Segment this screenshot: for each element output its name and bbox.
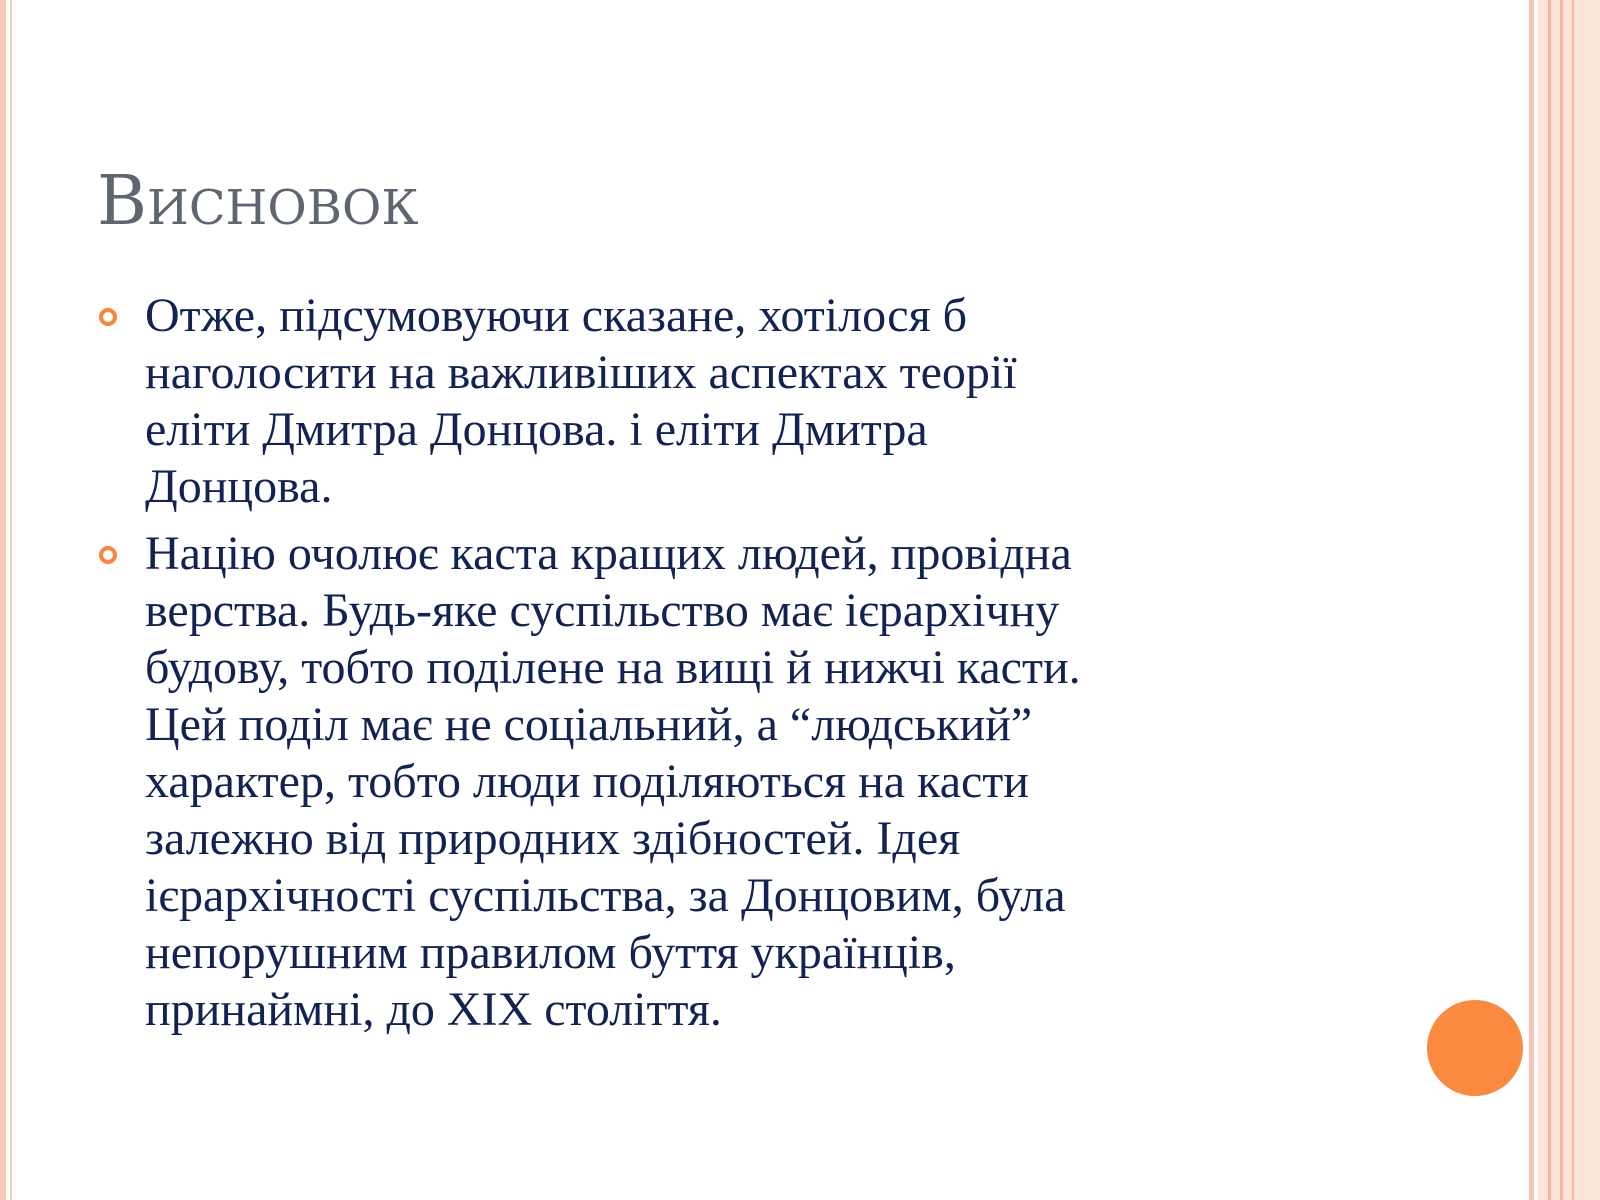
slide-title: Висновок bbox=[97, 162, 419, 241]
ring-bullet-icon bbox=[99, 308, 117, 326]
right-decorative-line bbox=[1529, 0, 1534, 1200]
right-band-line bbox=[1572, 0, 1574, 1200]
right-band-line bbox=[1548, 0, 1551, 1200]
bullet-text: Отже, підсумовуючи сказане, хотілося б наголосити на важливіших аспектах теорії еліти Дмитра Донцова. і еліти Дмитра Донцова. bbox=[145, 289, 1017, 513]
decorative-circle-icon bbox=[1427, 1000, 1523, 1096]
bullet-list bbox=[97, 287, 1337, 1048]
ring-bullet-icon bbox=[99, 546, 117, 564]
left-decorative-stripe bbox=[0, 0, 6, 1200]
list-item bbox=[97, 287, 1337, 515]
list-item bbox=[97, 525, 1337, 1038]
bullet-text: Націю очолює каста кращих людей, провідна верства. Будь-яке суспільство має ієрархічну будову, тобто поділене на вищі й нижчі касти. Цей поділ має не соціальний, а “людський” характер, тобто люди поділяються на касти залежно від природних здібностей. Ідея ієрархічності суспільства, за Донцовим, була непорушним правилом буття українців, принаймні, до XIX століття. bbox=[145, 527, 1081, 1036]
right-band-line bbox=[1560, 0, 1563, 1200]
left-decorative-line bbox=[10, 0, 12, 1200]
